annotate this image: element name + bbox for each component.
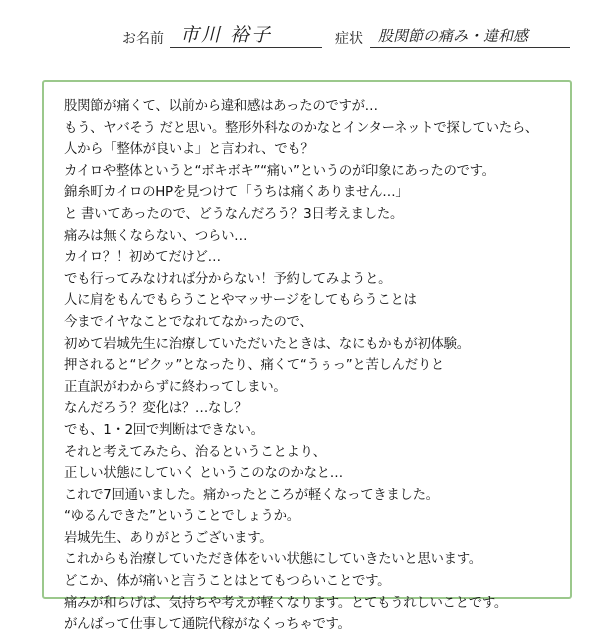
testimonial-line: これからも治療していただき体をいい状態にしていきたいと思います。 — [64, 552, 482, 568]
testimonial-line: 錦糸町カイロのHPを見つけて「うちは痛くありません…」 — [64, 185, 409, 201]
testimonial-line: もう、ヤバそう だと思い。整形外科なのかなとインターネットで探していたら、 — [64, 120, 539, 136]
testimonial-line: “ゆるんできた”ということでしょうか。 — [64, 509, 300, 525]
testimonial-line: これで7回通いました。痛かったところが軽くなってきました。 — [64, 487, 439, 503]
testimonial-line: 今までイヤなことでなれてなかったので、 — [64, 314, 313, 330]
testimonial-line: なんだろう？変化は？…なし？ — [64, 401, 248, 417]
name-underline — [170, 47, 322, 48]
testimonial-line: 股関節が痛くて、以前から違和感はあったのですが… — [64, 99, 378, 114]
testimonial-line: カイロ？！初めてだけど… — [64, 250, 221, 266]
testimonial-line: 正直訳がわからずに終わってしまい。 — [64, 379, 287, 395]
testimonial-line: 人に肩をもんでもらうことやマッサージをしてもらうことは — [64, 293, 417, 309]
testimonial-line: でも行ってみなければ分からない！予約してみようと。 — [64, 271, 392, 287]
symptom-label: 症状 — [335, 31, 363, 47]
testimonial-line: 人から「整体が良いよ」と言われ、でも？ — [64, 142, 314, 158]
symptom-value: 股関節の痛み・違和感 — [378, 27, 529, 45]
testimonial-panel — [42, 80, 572, 633]
testimonial-line: カイロや整体というと“ボキボキ”“痛い”というのが印象にあったのです。 — [64, 163, 495, 179]
testimonial-body — [64, 96, 564, 636]
testimonial-line: 痛みが和らげば、気持ちや考えが軽くなります。とてもうれしいことです。 — [64, 595, 507, 611]
testimonial-line: どこか、体が痛いと言うことはとてもつらいことです。 — [64, 574, 391, 590]
form-header — [0, 0, 600, 62]
testimonial-line: がんばって仕事して通院代稼がなくっちゃです。 — [64, 617, 351, 633]
testimonial-line: 初めて岩城先生に治療していただいたときは、なにもかもが初体験。 — [64, 336, 470, 352]
symptom-underline — [370, 47, 570, 48]
testimonial-line: 正しい状態にしていく というこのなのかなと… — [64, 466, 343, 482]
testimonial-line: 痛みは無くならない、つらい… — [64, 228, 248, 244]
testimonial-line: それと考えてみたら、治るということより、 — [64, 444, 326, 460]
name-label: お名前 — [122, 31, 164, 47]
testimonial-line: と 書いてあったので、どうなんだろう？3日考えました。 — [64, 206, 404, 222]
testimonial-line: でも、1・2回で判断はできない。 — [64, 422, 264, 438]
name-value: 市川 裕子 — [180, 24, 273, 46]
testimonial-line: 岩城先生、ありがとうございます。 — [64, 530, 273, 546]
testimonial-line: 押されると“ビクッ”となったり、痛くて“うぅっ”と苦しんだりと — [64, 358, 444, 374]
